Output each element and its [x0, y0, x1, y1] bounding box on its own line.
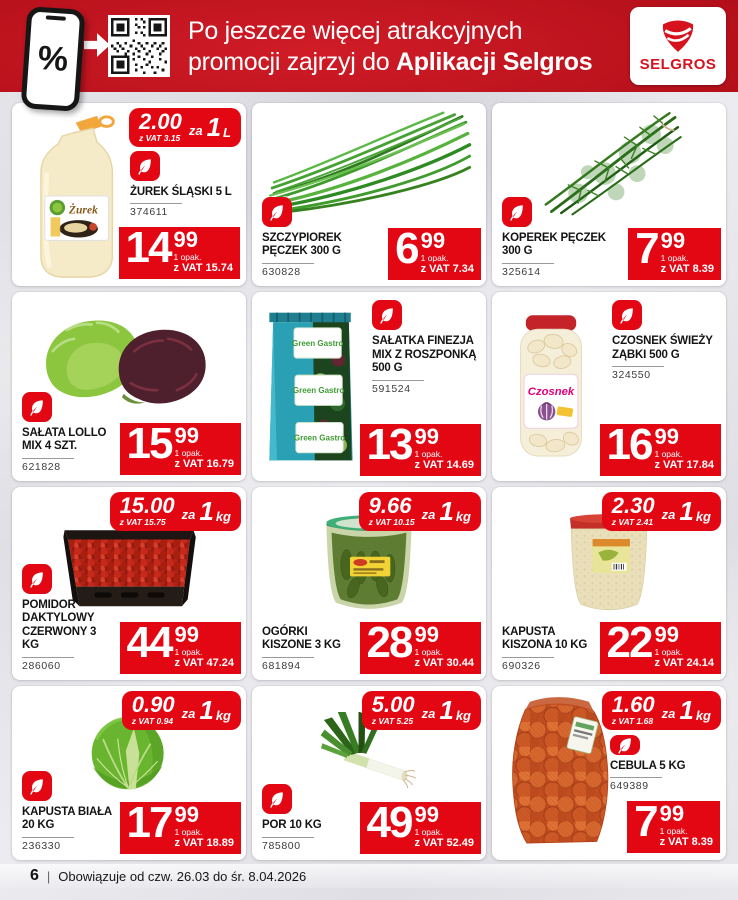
badge-net-price: 5.00	[371, 692, 415, 717]
price-pack-label: 1 opak.	[654, 647, 683, 657]
price-integer: 16	[606, 420, 652, 470]
product-name: SAŁATA LOLLO MIX 4 SZT.	[22, 426, 107, 453]
product-info	[125, 143, 240, 279]
product-code: 236330	[22, 837, 74, 852]
badge-net-price: 2.30	[611, 493, 655, 518]
validity-text: Obowiązuje od czw. 26.03 do śr. 8.04.2026	[58, 868, 307, 884]
price-vat-label: z VAT 17.84	[654, 459, 714, 471]
price-tag	[120, 798, 241, 854]
badge-za-label: za	[188, 122, 203, 138]
product-code: 690326	[502, 657, 554, 672]
badge-za-label: za	[181, 705, 196, 721]
vegetable-category-icon	[610, 735, 640, 755]
price-pack-label: 1 opak.	[414, 827, 443, 837]
price-integer: 7	[634, 797, 657, 847]
badge-za-label: za	[181, 506, 196, 522]
vegetable-category-icon	[130, 151, 160, 181]
price-decimal: 99	[654, 622, 679, 648]
product-info	[372, 300, 478, 397]
badge-unit: kg	[215, 707, 231, 723]
price-integer: 44	[126, 618, 172, 668]
bag-label-text: Green Gastro	[292, 386, 345, 396]
product-bottom	[22, 771, 241, 854]
product-card-ogorki	[252, 487, 486, 680]
product-bottom	[502, 618, 721, 674]
product-bottom	[262, 784, 481, 854]
price-vat-label: z VAT 8.39	[660, 263, 714, 275]
badge-qty: 1	[439, 694, 454, 725]
qr-code	[108, 15, 170, 77]
product-name: KAPUSTA BIAŁA 20 KG	[22, 805, 112, 832]
product-code: 649389	[610, 777, 662, 792]
product-image-garlic-jar	[498, 298, 604, 475]
product-code: 621828	[22, 458, 74, 473]
price-tag	[628, 224, 721, 280]
jar-label-text: Czosnek	[527, 386, 575, 399]
page-number: 6	[30, 867, 39, 884]
phone-promo-icon	[21, 6, 86, 112]
vegetable-category-icon	[372, 300, 402, 330]
price-integer: 6	[395, 224, 418, 274]
price-decimal: 99	[420, 228, 446, 254]
product-code: 785800	[262, 837, 314, 852]
unit-price-badge	[122, 691, 241, 730]
unit-price-badge	[359, 492, 481, 531]
unit-price-badge	[110, 492, 241, 531]
product-bottom	[502, 197, 721, 280]
badge-za-label: za	[421, 705, 436, 721]
price-integer: 49	[366, 798, 412, 848]
badge-qty: 1	[199, 694, 214, 725]
product-code: 324550	[612, 366, 664, 381]
phone-notch	[46, 15, 66, 20]
badge-net-price: 9.66	[368, 493, 412, 518]
price-decimal: 99	[654, 424, 679, 450]
product-card-por	[252, 686, 486, 860]
product-name: CEBULA 5 KG	[610, 759, 686, 772]
price-decimal: 99	[414, 802, 439, 828]
price-decimal: 99	[660, 228, 686, 254]
price-tag	[360, 420, 481, 476]
price-integer: 14	[125, 223, 171, 273]
price-integer: 28	[366, 618, 412, 668]
price-tag	[388, 224, 481, 280]
price-tag	[360, 798, 481, 854]
price-tag	[120, 419, 241, 475]
product-name: SZCZYPIOREK PĘCZEK 300 G	[262, 231, 342, 258]
badge-qty: 1	[199, 495, 214, 526]
product-card-kapusta-kiszona	[492, 487, 726, 680]
product-bottom	[22, 564, 241, 674]
bag-label-text: Green Gastro	[291, 338, 344, 348]
product-card-pomidor	[12, 487, 246, 680]
badge-vat-price: z VAT 2.41	[611, 517, 654, 527]
product-name: ŻUREK ŚLĄSKI 5 L	[130, 185, 232, 198]
banner-line1: Po jeszcze więcej atrakcyjnych	[188, 17, 523, 45]
banner-text	[188, 16, 592, 77]
selgros-logo-icon	[656, 20, 700, 54]
selgros-logo	[630, 7, 726, 85]
price-vat-label: z VAT 14.69	[414, 459, 474, 471]
price-tag	[360, 618, 481, 674]
product-code: 630828	[262, 263, 314, 278]
vegetable-category-icon	[262, 197, 292, 227]
product-name: CZOSNEK ŚWIEŻY ZĄBKI 500 G	[612, 335, 713, 361]
product-bottom	[262, 618, 481, 674]
price-tag	[119, 223, 240, 279]
badge-vat-price: z VAT 10.15	[368, 517, 415, 527]
product-code: 681894	[262, 657, 314, 672]
product-name: OGÓRKI KISZONE 3 KG	[262, 625, 341, 652]
product-card-zurek	[12, 103, 246, 286]
product-code: 591524	[372, 380, 424, 395]
badge-za-label: za	[421, 506, 436, 522]
product-info	[612, 300, 718, 383]
price-pack-label: 1 opak.	[659, 826, 688, 836]
price-vat-label: z VAT 15.74	[173, 262, 233, 274]
badge-qty: 1	[439, 495, 454, 526]
badge-unit: kg	[455, 707, 471, 723]
price-pack-label: 1 opak.	[414, 449, 443, 459]
badge-net-price: 1.60	[611, 692, 655, 717]
product-card-czosnek	[492, 292, 726, 481]
badge-unit: kg	[695, 508, 711, 524]
badge-unit: kg	[215, 508, 231, 524]
banner-line2-prefix: promocji zajrzyj do	[188, 47, 390, 76]
product-image-salad-bag	[258, 298, 364, 475]
price-tag	[120, 618, 241, 674]
arrow-right-icon	[84, 32, 110, 63]
product-card-koperek	[492, 103, 726, 286]
vegetable-category-icon	[22, 771, 52, 801]
price-integer: 15	[126, 419, 172, 469]
vegetable-category-icon	[262, 784, 292, 814]
product-card-szczypiorek	[252, 103, 486, 286]
banner-line2-bold: Aplikacji Selgros	[395, 47, 593, 76]
price-tag	[600, 420, 721, 476]
price-pack-label: 1 opak.	[174, 827, 203, 837]
bottle-label-text: Żurek	[68, 203, 98, 217]
price-pack-label: 1 opak.	[654, 449, 683, 459]
validity-footer	[0, 864, 738, 888]
price-decimal: 99	[173, 227, 198, 253]
badge-vat-price: z VAT 5.25	[371, 716, 414, 726]
price-tag	[627, 797, 720, 853]
banner-line2	[188, 47, 592, 78]
vegetable-category-icon	[502, 197, 532, 227]
product-card-salatka-finezja	[252, 292, 486, 481]
price-integer: 13	[366, 420, 412, 470]
price-vat-label: z VAT 7.34	[420, 263, 474, 275]
price-pack-label: 1 opak.	[174, 448, 203, 458]
product-name: POMIDOR DAKTYLOWY CZERWONY 3 KG	[22, 598, 97, 652]
product-bottom	[22, 392, 241, 475]
badge-unit: L	[223, 124, 231, 140]
badge-vat-price: z VAT 3.15	[139, 133, 181, 143]
product-bottom	[262, 197, 481, 280]
price-decimal: 99	[174, 622, 199, 648]
price-pack-label: 1 opak.	[174, 647, 203, 657]
footer-separator: |	[46, 868, 51, 884]
price-pack-label: 1 opak.	[660, 253, 689, 263]
badge-unit: kg	[695, 707, 711, 723]
product-card-cebula	[492, 686, 726, 860]
price-vat-label: z VAT 52.49	[414, 837, 474, 849]
badge-net-price: 0.90	[131, 692, 175, 717]
badge-za-label: za	[661, 506, 676, 522]
unit-price-badge	[602, 492, 721, 531]
badge-net-price: 2.00	[139, 109, 182, 134]
unit-price-badge	[129, 108, 241, 147]
price-pack-label: 1 opak.	[173, 252, 202, 262]
product-name: KOPEREK PĘCZEK 300 G	[502, 231, 606, 258]
price-tag	[600, 618, 721, 674]
vegetable-category-icon	[22, 392, 52, 422]
price-vat-label: z VAT 24.14	[654, 657, 714, 669]
product-info	[610, 740, 720, 853]
price-vat-label: z VAT 16.79	[174, 458, 234, 470]
price-decimal: 99	[174, 423, 199, 449]
price-vat-label: z VAT 18.89	[174, 837, 234, 849]
badge-za-label: za	[661, 705, 676, 721]
percent-symbol: %	[36, 38, 70, 79]
product-name: POR 10 KG	[262, 819, 322, 832]
selgros-logo-text: SELGROS	[639, 55, 717, 73]
price-pack-label: 1 opak.	[414, 647, 443, 657]
badge-qty: 1	[206, 111, 222, 142]
price-vat-label: z VAT 30.44	[414, 657, 474, 669]
price-decimal: 99	[659, 801, 685, 827]
badge-vat-price: z VAT 15.75	[119, 517, 166, 527]
product-card-kapusta-biala	[12, 686, 246, 860]
badge-net-price: 15.00	[119, 493, 175, 518]
price-vat-label: z VAT 47.24	[174, 657, 234, 669]
price-decimal: 99	[174, 802, 199, 828]
price-pack-label: 1 opak.	[420, 253, 449, 263]
unit-price-badge	[602, 691, 721, 730]
price-vat-label: z VAT 8.39	[659, 836, 713, 848]
price-integer: 7	[635, 224, 658, 274]
product-card-salata-lollo	[12, 292, 246, 481]
badge-qty: 1	[679, 495, 694, 526]
price-decimal: 99	[414, 622, 439, 648]
unit-price-badge	[362, 691, 481, 730]
badge-qty: 1	[679, 694, 694, 725]
bag-label-text: Green Gastro	[293, 433, 346, 443]
price-integer: 17	[126, 798, 172, 848]
product-code: 325614	[502, 263, 554, 278]
badge-unit: kg	[455, 508, 471, 524]
product-name: SAŁATKA FINEZJA MIX Z ROSZPONKĄ 500 G	[372, 335, 477, 375]
vegetable-category-icon	[22, 564, 52, 594]
vegetable-category-icon	[612, 300, 642, 330]
badge-vat-price: z VAT 1.68	[611, 716, 654, 726]
product-code: 286060	[22, 657, 74, 672]
price-integer: 22	[606, 618, 652, 668]
product-name: KAPUSTA KISZONA 10 KG	[502, 625, 588, 652]
badge-vat-price: z VAT 0.94	[131, 716, 174, 726]
price-decimal: 99	[414, 424, 439, 450]
product-grid	[12, 103, 726, 860]
product-code: 374611	[130, 203, 182, 218]
